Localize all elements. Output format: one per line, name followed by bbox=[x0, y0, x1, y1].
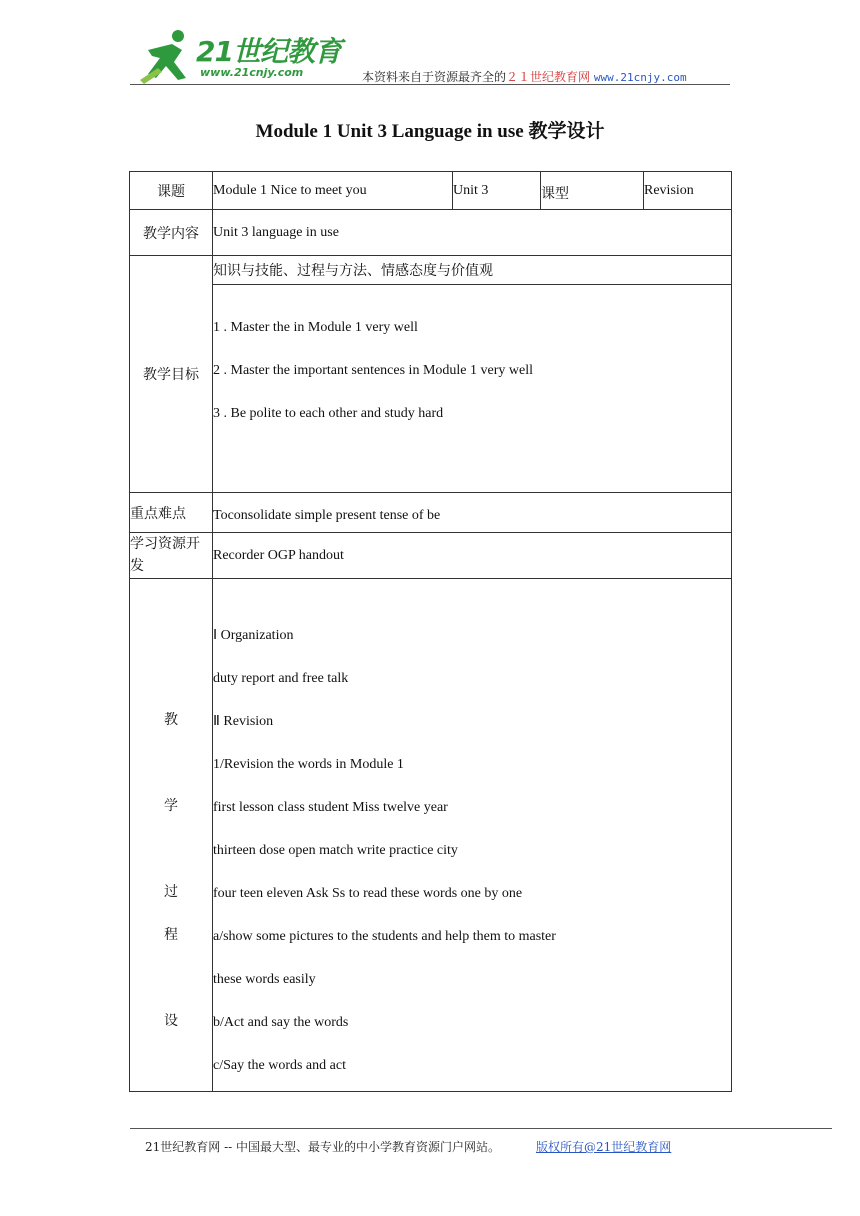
process-label-char: 过 bbox=[164, 885, 178, 900]
logo-url: www.21cnjy.com bbox=[200, 66, 304, 79]
lesson-plan-table bbox=[129, 171, 732, 1092]
process-line: b/Act and say the words bbox=[213, 1015, 349, 1030]
unit-value: Unit 3 bbox=[453, 172, 541, 210]
document-title: Module 1 Unit 3 Language in use 教学设计 bbox=[255, 121, 605, 142]
running-figure-icon bbox=[138, 28, 194, 84]
goals-label: 教学目标 bbox=[130, 256, 213, 493]
process-line: Ⅱ Revision bbox=[213, 714, 274, 729]
tagline-prefix: 本资料来自于资源最齐全的 bbox=[362, 70, 507, 84]
footer-divider bbox=[130, 1128, 832, 1129]
site-logo[interactable] bbox=[138, 28, 341, 84]
topic-label: 课题 bbox=[130, 172, 213, 210]
goals-list bbox=[213, 285, 732, 493]
table-row bbox=[130, 256, 732, 285]
resources-label: 学习资源开发 bbox=[130, 533, 213, 579]
process-line: 1/Revision the words in Module 1 bbox=[213, 757, 404, 772]
table-row bbox=[130, 533, 732, 579]
goal-item: 1 . Master the in Module 1 very well bbox=[213, 320, 418, 335]
process-label-char: 设 bbox=[164, 1014, 178, 1029]
page-footer bbox=[145, 1138, 671, 1155]
page-header bbox=[130, 22, 730, 86]
table-row bbox=[130, 285, 732, 493]
header-tagline bbox=[362, 68, 687, 85]
process-line: duty report and free talk bbox=[213, 671, 349, 686]
process-line: first lesson class student Miss twelve year bbox=[213, 800, 448, 815]
type-value: Revision bbox=[644, 172, 732, 210]
goal-item: 2 . Master the important sentences in Module 1 very well bbox=[213, 363, 533, 378]
table-row bbox=[130, 172, 732, 210]
content-label: 教学内容 bbox=[130, 210, 213, 256]
content-value: Unit 3 language in use bbox=[213, 210, 732, 256]
process-content bbox=[213, 579, 732, 1092]
process-line: a/show some pictures to the students and help them to master bbox=[213, 929, 556, 944]
type-label: 课型 bbox=[541, 172, 644, 210]
process-label-char: 学 bbox=[164, 799, 178, 814]
key-points-value: Toconsolidate simple present tense of be bbox=[213, 493, 732, 533]
resources-value: Recorder OGP handout bbox=[213, 533, 732, 579]
table-row bbox=[130, 210, 732, 256]
header-divider bbox=[130, 84, 730, 85]
footer-text: 21世纪教育网 -- 中国最大型、最专业的中小学教育资源门户网站。 bbox=[145, 1140, 501, 1154]
goals-header: 知识与技能、过程与方法、情感态度与价值观 bbox=[213, 256, 732, 285]
process-label-char: 程 bbox=[164, 928, 178, 943]
process-line: these words easily bbox=[213, 972, 316, 987]
process-line: Ⅰ Organization bbox=[213, 628, 294, 643]
process-line: thirteen dose open match write practice city bbox=[213, 843, 458, 858]
table-row bbox=[130, 579, 732, 1092]
logo-wordmark: 21世纪教育 bbox=[196, 35, 341, 68]
tagline-site-link[interactable]: ２１世纪教育网 bbox=[506, 70, 591, 84]
key-points-label: 重点难点 bbox=[130, 493, 213, 533]
tagline-url-link[interactable]: www.21cnjy.com bbox=[593, 71, 687, 84]
copyright-link[interactable]: 版权所有@21世纪教育网 bbox=[536, 1140, 672, 1154]
table-row bbox=[130, 493, 732, 533]
process-label bbox=[130, 579, 213, 1092]
process-label-char: 教 bbox=[164, 713, 178, 728]
goal-item: 3 . Be polite to each other and study hard bbox=[213, 406, 444, 421]
process-line: c/Say the words and act bbox=[213, 1058, 346, 1073]
topic-value: Module 1 Nice to meet you bbox=[213, 172, 453, 210]
process-line: four teen eleven Ask Ss to read these words one by one bbox=[213, 886, 523, 901]
